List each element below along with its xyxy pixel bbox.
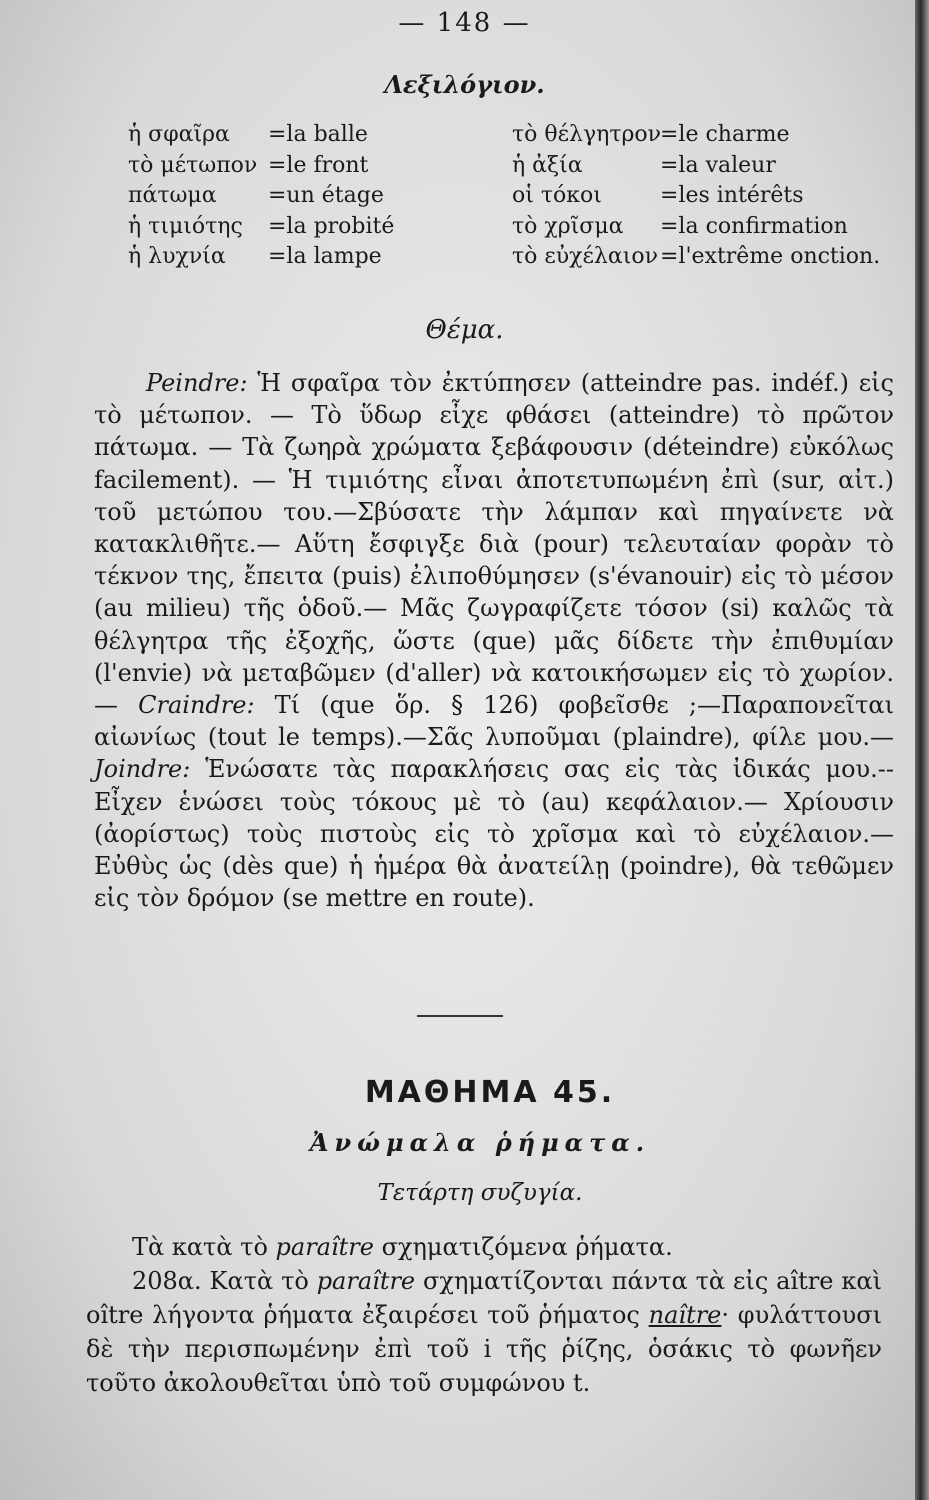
- french-term: =la balle: [268, 122, 368, 147]
- french-term: =la valeur: [660, 152, 776, 178]
- lexicon-title: Λεξιλόγιον.: [384, 70, 545, 99]
- greek-term: πάτωμα: [128, 183, 217, 208]
- verb-name: paraître: [275, 1233, 374, 1261]
- section-divider: [417, 1015, 503, 1017]
- verb-heading: Peindre:: [146, 369, 248, 397]
- greek-term: τὸ θέλγητρον: [512, 122, 662, 147]
- vocab-row: [512, 151, 880, 182]
- page-edge: [915, 0, 929, 1500]
- exercise-sentences: Τί (que ὅρ. § 126) φοβεῖσθε ;—Παραπονεῖται αἰωνίως (tout le temps).—Σᾶς λυποῦμαι (plaindre), φίλε μου.—: [94, 691, 894, 752]
- verb-name: naître: [648, 1301, 722, 1329]
- vocab-row: [128, 151, 394, 182]
- greek-term: τὸ χρῖσμα: [512, 213, 624, 239]
- vocab-row: [512, 181, 880, 212]
- text-run: Τὰ κατὰ τὸ: [132, 1233, 276, 1261]
- vocab-row: [512, 120, 880, 151]
- exercise-sentences: Ἑνώσατε τὰς παρακλήσεις σας εἰς τὰς ἰδικάς μου.-- Εἶχεν ἑνώσει τοὺς τόκους μὲ τὸ (au) κεφάλαιον.— Χρίουσιν (ἀορίστως) τοὺς πιστοὺς εἰς τὸ χρῖσμα καὶ τὸ εὐχέλαιον.— Εὐθὺς ὡς (dès que) ἡ ἡμέρα θὰ ἀνατείλῃ (poindre), θὰ τεθῶμεν εἰς τὸν δρόμον (se mettre en route).: [94, 755, 894, 913]
- exercise-text: [94, 367, 894, 914]
- vocab-list-right: [512, 120, 880, 273]
- vocab-row: [128, 242, 394, 273]
- french-term: =la confirmation: [660, 213, 848, 239]
- vocab-row: [128, 120, 394, 151]
- conjugation-title: Τετάρτη συζυγία.: [377, 1180, 583, 1206]
- french-term: =les intérêts: [660, 183, 804, 208]
- lesson-subtitle: Ἀνώμαλα ῥήματα.: [309, 1128, 651, 1157]
- greek-term: ἡ ἀξία: [512, 152, 583, 178]
- french-term: =la probité: [268, 213, 395, 239]
- lesson-title: ΜΑΘΗΜΑ 45.: [364, 1075, 616, 1110]
- vocab-row: [512, 242, 880, 273]
- greek-term: ἡ τιμιότης: [128, 213, 243, 239]
- french-term: =le charme: [660, 122, 790, 147]
- text-run: σχηματιζόμενα ῥήματα.: [373, 1233, 673, 1261]
- greek-term: τὸ μέτωπον: [128, 152, 258, 178]
- lesson-text: [86, 1230, 882, 1400]
- greek-term: τὸ εὐχέλαιον: [512, 244, 658, 269]
- text-run: Κατὰ τὸ: [201, 1267, 317, 1295]
- greek-term: οἱ τόκοι: [512, 183, 602, 208]
- text-run: · φυλάττουσι δὲ τὴν περισπωμένην ἐπὶ τοῦ i τῆς ῥίζης, ὁσάκις τὸ φωνῆεν τοῦτο ἀκολουθεῖται ὑπὸ τοῦ συμφώνου t.: [86, 1301, 882, 1397]
- exercise-paragraph: [94, 367, 894, 914]
- french-term: =un étage: [268, 183, 384, 208]
- text-run: σχηματίζονται πάντα τὰ εἰς aître καὶ oître λήγοντα ῥήματα ἐξαιρέσει τοῦ ῥήματος: [86, 1267, 882, 1329]
- vocab-row: [512, 212, 880, 243]
- vocab-row: [128, 212, 394, 243]
- verb-heading: Craindre:: [138, 691, 255, 720]
- vocab-list-left: [128, 120, 394, 273]
- lesson-paragraph: [86, 1264, 882, 1400]
- verb-heading: Joindre:: [94, 755, 191, 784]
- french-term: =le front: [268, 152, 369, 178]
- page-number: — 148 —: [398, 8, 531, 38]
- french-term: =la lampe: [268, 244, 382, 269]
- lesson-paragraph: [86, 1230, 882, 1264]
- greek-term: ἡ λυχνία: [128, 244, 226, 269]
- verb-name: paraître: [316, 1267, 416, 1295]
- exercise-title: Θέμα.: [425, 315, 504, 345]
- vocab-row: [128, 181, 394, 212]
- french-term: =l'extrême onction.: [660, 244, 881, 269]
- greek-term: ἡ σφαῖρα: [128, 122, 230, 147]
- exercise-sentences: Ἡ σφαῖρα τὸν ἐκτύπησεν (atteindre pas. indéf.) εἰς τὸ μέτωπον. — Τὸ ὕδωρ εἶχε φθάσει (atteindre) τὸ πρῶτον πάτωμα. — Τὰ ζωηρὰ χρώματα ξεβάφουσιν (déteindre) εὐκόλως facilement). — Ἡ τιμιότης εἶναι ἀποτετυπωμένη ἐπὶ (sur, αἰτ.) τοῦ μετώπου του.—Σβύσατε τὴν λάμπαν καὶ πηγαίνετε νὰ κατακλιθῆτε.— Αὕτη ἔσφιγξε διὰ (pour) τελευταίαν φορὰν τὸ τέκνον της, ἔπειτα (puis) ἐλιποθύμησεν (s'évanouir) εἰς τὸ μέσον (au milieu) τῆς ὁδοῦ.— Μᾶς ζωγραφίζετε τόσον (si) καλῶς τὰ θέλγητρα τῆς ἐξοχῆς, ὥστε (que) μᾶς δίδετε τὴν ἐπιθυμίαν (l'envie) νὰ μεταβῶμεν (d'aller) νὰ κατοικήσωμεν εἰς τὸ χωρίον.—: [94, 369, 894, 720]
- rule-number: 208α.: [132, 1267, 202, 1295]
